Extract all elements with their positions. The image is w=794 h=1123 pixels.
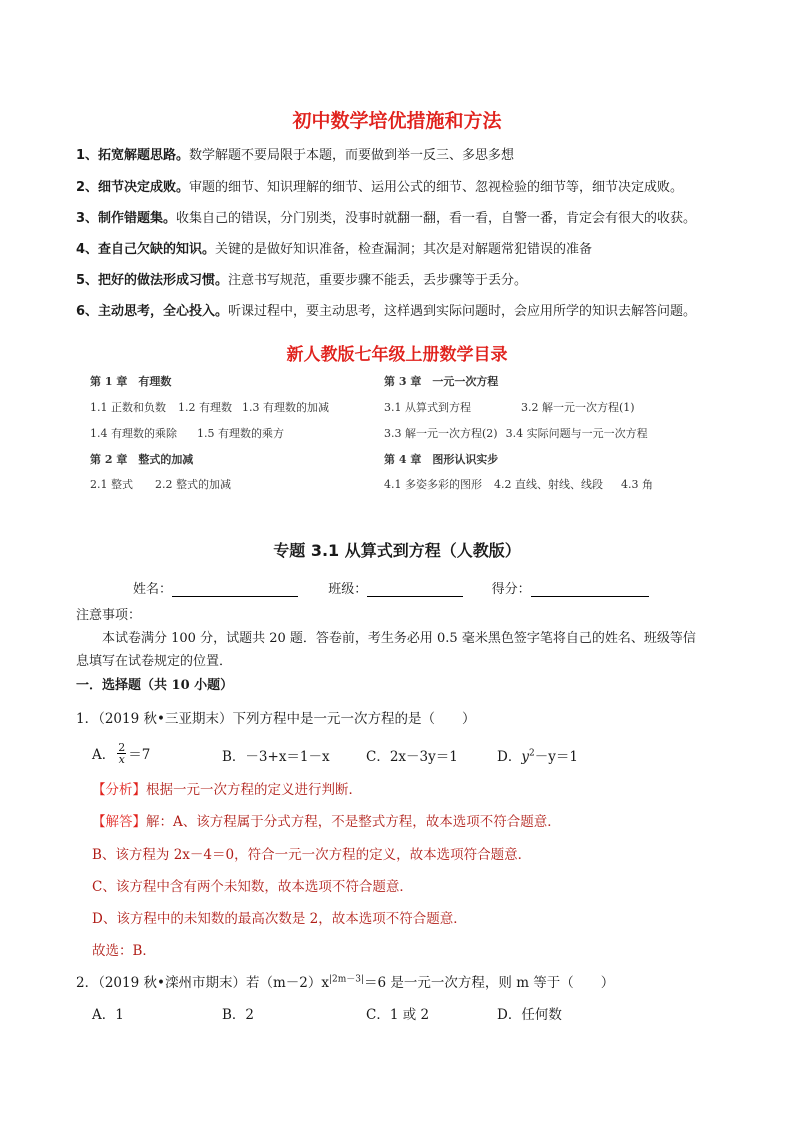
toc-chapter-1: 第 1 章 有理数 bbox=[90, 375, 172, 388]
tip-1 bbox=[76, 146, 514, 166]
tip-3 bbox=[76, 209, 696, 229]
toc-chapter-4: 第 4 章 图形认识实步 bbox=[384, 453, 499, 466]
toc-ch1-row1: 1.1 正数和负数 1.2 有理数 1.3 有理数的加减 bbox=[90, 401, 329, 414]
q1-stem: 1．（2019 秋•三亚期末）下列方程中是一元一次方程的是（ ） bbox=[76, 711, 476, 727]
tip-1-heading: 1、拓宽解题思路。 bbox=[76, 148, 190, 163]
q1-option-a-fraction: $\frac{2}{x}$ bbox=[118, 740, 126, 766]
toc-ch2-row1: 2.1 整式 2.2 整式的加减 bbox=[90, 478, 231, 491]
q2-stem: 2．（2019 秋•滦州市期末）若$(m-2)x^{|2m-3|}=6$ 是一元一次方程，则 m 等于（ ） bbox=[76, 974, 615, 991]
analysis-tag: 【分析】 bbox=[92, 782, 146, 798]
q2-option-c: C．1 或 2 bbox=[366, 1007, 430, 1023]
toc-chapter-2: 第 2 章 整式的加减 bbox=[90, 453, 194, 466]
toc-title: 新人教版七年级上册数学目录 bbox=[286, 345, 508, 365]
exam-title: 专题 3.1 从算式到方程（人教版） bbox=[273, 541, 521, 560]
q2-option-a: A．1 bbox=[92, 1007, 124, 1023]
tip-1-text: 数学解题不要局限于本题，而要做到举一反三、多思多想 bbox=[189, 148, 515, 163]
tip-3-heading: 3、制作错题集。 bbox=[76, 211, 177, 226]
tip-4-text: 关键的是做好知识准备，检查漏洞；其次是对解题常犯错误的准备 bbox=[215, 242, 593, 257]
notice-label: 注意事项： bbox=[76, 608, 142, 623]
q1-option-c: C．2x－3y＝1 bbox=[366, 749, 458, 765]
name-label: 姓名： bbox=[133, 582, 173, 597]
tip-6-text: 听课过程中，要主动思考，这样遇到实际问题时，会应用所学的知识去解答问题。 bbox=[228, 304, 697, 319]
toc-ch3-row2: 3.3 解一元一次方程(2) 3.4 实际问题与一元一次方程 bbox=[384, 427, 648, 440]
page-title: 初中数学培优措施和方法 bbox=[292, 110, 502, 132]
q1-option-a: A． $\frac{2}{x}$ ＝7 bbox=[92, 740, 151, 766]
q2-option-d: D．任何数 bbox=[497, 1007, 562, 1023]
q1-option-d: D．$y^2-y=1$ bbox=[497, 748, 578, 765]
score-field[interactable] bbox=[531, 582, 649, 597]
tip-5-heading: 5、把好的做法形成习惯。 bbox=[76, 273, 229, 288]
tip-5 bbox=[76, 271, 527, 291]
class-label: 班级： bbox=[328, 582, 368, 597]
toc-ch4-row1: 4.1 多姿多彩的图形 4.2 直线、射线、线段 4.3 角 bbox=[384, 478, 653, 491]
toc-ch1-row2: 1.4 有理数的乘除 1.5 有理数的乘方 bbox=[90, 427, 284, 440]
q1-solution-d: D、该方程中的未知数的最高次数是 2，故本选项不符合题意． bbox=[92, 911, 467, 927]
q1-option-b: B．－3+x＝1－x bbox=[222, 749, 330, 765]
student-info-row bbox=[133, 578, 649, 597]
tip-4 bbox=[76, 240, 592, 260]
tip-6 bbox=[76, 302, 696, 322]
tip-6-heading: 6、主动思考，全心投入。 bbox=[76, 304, 229, 319]
toc-chapter-3: 第 3 章 一元一次方程 bbox=[384, 375, 499, 388]
section-heading: 一．选择题（共 10 小题） bbox=[76, 678, 234, 693]
notice-line-2: 息填写在试卷规定的位置． bbox=[76, 654, 233, 669]
score-label: 得分： bbox=[491, 582, 531, 597]
notice-line-1: 本试卷满分 100 分，试题共 20 题．答卷前，考生务必用 0.5 毫米黑色签字笔将自己的姓名、班级等信 bbox=[102, 631, 696, 646]
toc-ch3-row1: 3.1 从算式到方程 3.2 解一元一次方程(1) bbox=[384, 401, 635, 414]
tip-3-text: 收集自己的错误，分门别类，没事时就翻一翻，看一看，自警一番，肯定会有很大的收获。 bbox=[176, 211, 697, 226]
q1-answer: 【解答】解：A、该方程属于分式方程，不是整式方程，故本选项不符合题意． bbox=[92, 814, 561, 830]
tip-2 bbox=[76, 178, 683, 198]
class-field[interactable] bbox=[367, 582, 463, 597]
tip-2-heading: 2、细节决定成败。 bbox=[76, 180, 190, 195]
q1-solution-c: C、该方程中含有两个未知数，故本选项不符合题意． bbox=[92, 879, 413, 895]
tip-5-text: 注意书写规范，重要步骤不能丢，丢步骤等于丢分。 bbox=[228, 273, 528, 288]
tip-2-text: 审题的细节、知识理解的细节、运用公式的细节、忽视检验的细节等，细节决定成败。 bbox=[189, 180, 684, 195]
q1-choice: 故选：B． bbox=[92, 943, 156, 959]
answer-tag: 【解答】 bbox=[92, 814, 146, 830]
q2-option-b: B．2 bbox=[222, 1007, 255, 1023]
name-field[interactable] bbox=[172, 582, 298, 597]
tip-4-heading: 4、查自己欠缺的知识。 bbox=[76, 242, 216, 257]
q1-solution-b: B、该方程为 2x－4＝0，符合一元一次方程的定义，故本选项符合题意． bbox=[92, 847, 532, 863]
q1-analysis: 【分析】根据一元一次方程的定义进行判断． bbox=[92, 782, 362, 798]
